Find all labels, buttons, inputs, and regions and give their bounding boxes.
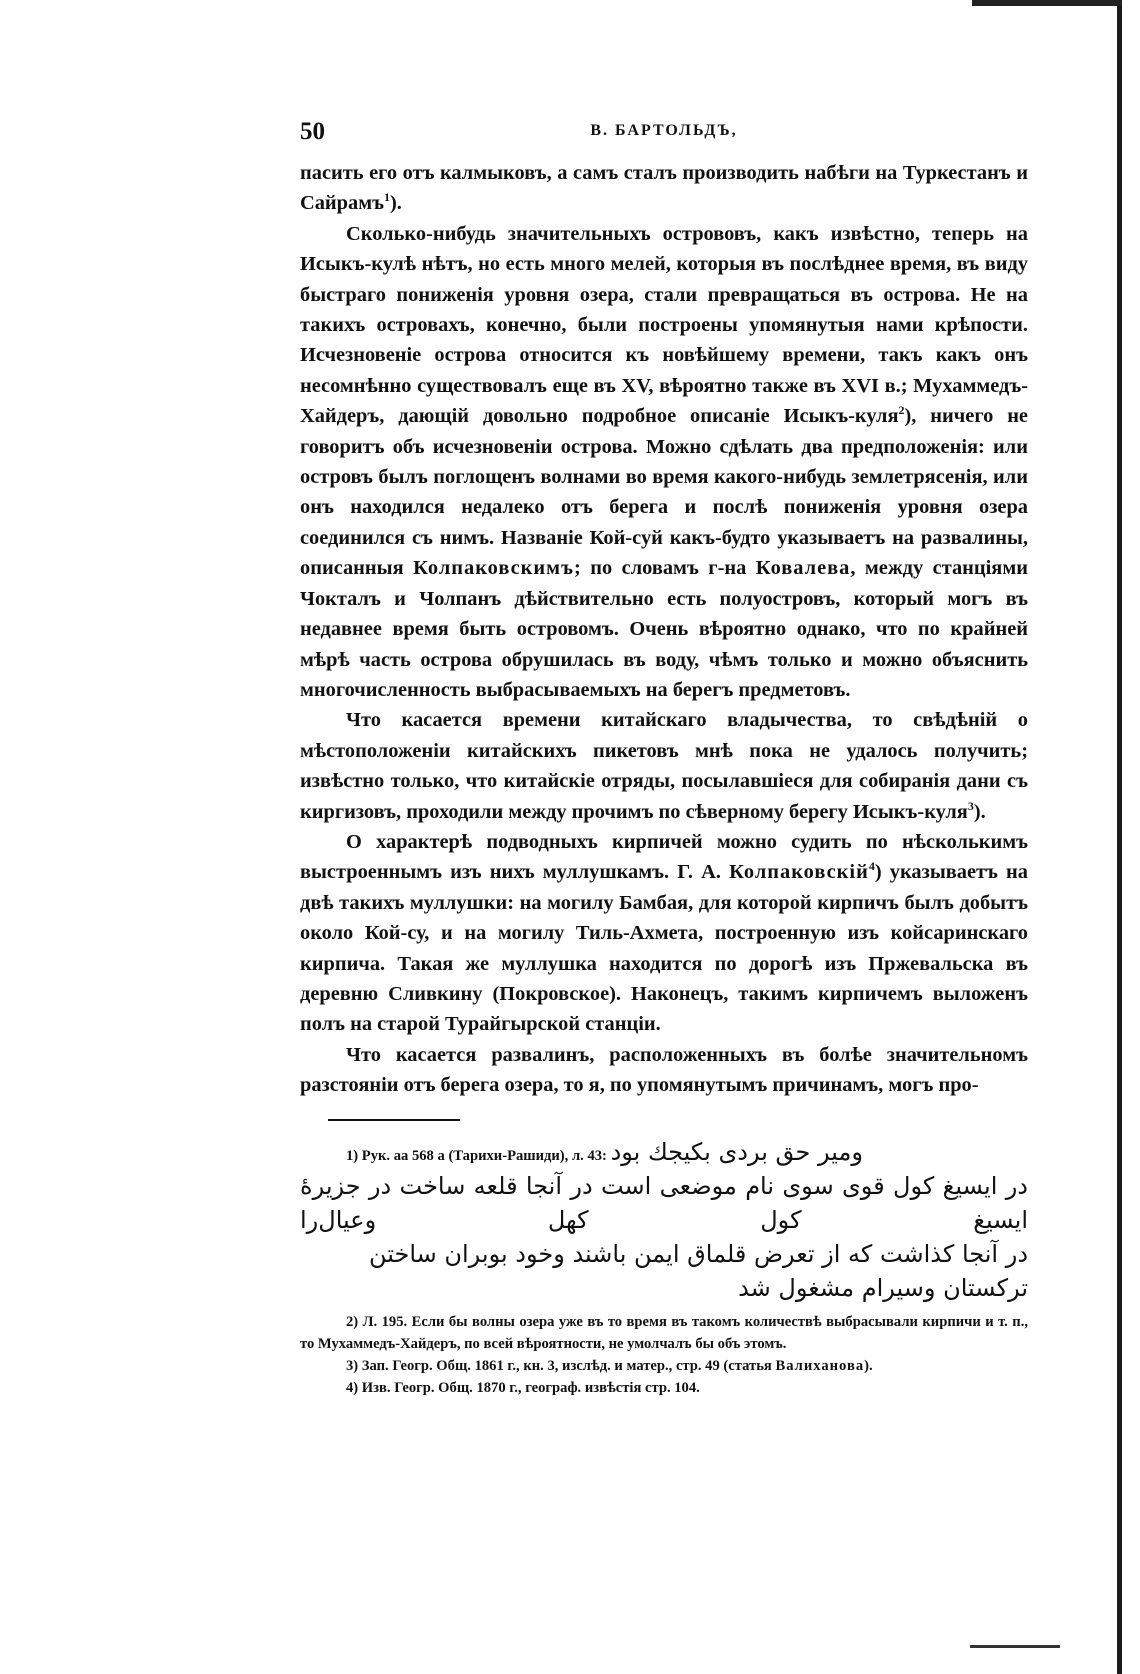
paragraph-2 (300, 219, 1028, 706)
paragraph-3 (300, 705, 1028, 827)
paragraph-5 (300, 1040, 1028, 1101)
paragraph-3-end: ). (973, 800, 986, 823)
footnote-1 (300, 1135, 1028, 1169)
footnote-3-text: 3) Зап. Геогр. Общ. 1861 г., кн. 3, изслѣд. и матер., стр. 49 (статья (346, 1357, 772, 1374)
paragraph-1-text: пасить его отъ калмыковъ, а самъ сталъ производить набѣги на Туркестанъ и Сайрамъ (300, 162, 1028, 215)
paragraph-1 (300, 158, 1028, 219)
footnote-3 (300, 1355, 1028, 1377)
footnote-4 (300, 1377, 1028, 1399)
footnote-4-text: 4) Изв. Геогр. Общ. 1870 г., географ. извѣстія стр. 104. (346, 1379, 700, 1396)
paragraph-5-text: Что касается развалинъ, расположенныхъ въ болѣе значительномъ разстояніи отъ берега озера, то я, по упомянутымъ причинамъ, могъ про- (300, 1043, 1028, 1097)
paragraph-2-text-b: ), ничего не говоритъ объ исчезновеніи острова. Можно сдѣлать два предположенія: или островъ былъ поглощенъ волнами во время какого-нибудь землетрясенія, или онъ находился недалеко отъ берега и послѣ пониженія уровня озера соединился съ нимъ. Названіе Кой-суй какъ-будто указываетъ на развалины, описанныя (300, 405, 1028, 580)
footnote-2-text: 2) Л. 195. Если бы волны озера уже въ то время въ такомъ количествѣ выбрасывали кирпичи и т. п., то Мухаммедъ-Хайдеръ, по всей вѣроятности, не умолчалъ бы объ этомъ. (300, 1313, 1028, 1352)
paragraph-1-end: ). (389, 192, 402, 215)
footnote-1-arabic-line-2: در آنجا کذاشت که از تعرض قلماق ایمن باشند وخود بوبران ساختن ترکستان وسیرام مشغول شد (368, 1239, 1028, 1302)
paragraph-4-text-b: ) указываетъ на двѣ такихъ муллушки: на могилу Бамбая, для которой кирпичъ былъ добытъ около Кой-су, и на могилу Тиль-Ахмета, построенную изъ койсаринскаго кирпича. Такая же муллушка находится по дорогѣ изъ Пржевальска въ деревню Сливкину (Покровское). Наконецъ, такимъ кирпичемъ выложенъ полъ на старой Турайгырской станціи. (300, 861, 1028, 1036)
footnote-3-end: ). (864, 1357, 873, 1374)
page-edge-top (972, 0, 1122, 6)
paragraph-3-text: Что касается времени китайскаго владычества, то свѣдѣній о мѣстоположеніи китайскихъ пикетовъ мнѣ пока не удалось получить; извѣстно только, что китайскіе отряды, посылавшіеся для собиранія дани съ киргизовъ, проходили между прочимъ по сѣверному берегу Исыкъ-куля (300, 709, 1028, 823)
page-header (300, 118, 1028, 158)
footnote-1-arabic-line-1: در ایسیغ کول قوی سوی نام موضعی است در آنجا قلعه ساخت در جزیرهٔ ایسیغ کول کهل وعیال‌را (300, 1171, 1028, 1234)
footnote-ref-3: 3 (967, 798, 974, 813)
footnote-ref-4: 4 (868, 859, 875, 874)
page-edge-right (1117, 0, 1122, 1674)
name-kolpakovsky-2: Колпаковскій (729, 861, 869, 884)
page (300, 118, 1028, 1399)
paragraph-2-text-a: Сколько-нибудь значительныхъ острововъ, какъ извѣстно, теперь на Исыкъ-кулѣ нѣтъ, но есть много мелей, которыя въ послѣднее время, въ виду быстраго пониженія уровня озера, стали превращаться въ острова. Не на такихъ островахъ, конечно, были построены упомянутыя нами крѣпости. Исчезновеніе острова относится къ новѣйшему времени, такъ какъ онъ несомнѣнно существовалъ еще въ XV, вѣроятно также въ XVI в.; Мухаммедъ-Хайдеръ, дающій довольно подробное описаніе Исыкъ-куля (300, 222, 1028, 428)
footnote-divider (328, 1119, 460, 1121)
body-text (300, 158, 1028, 1101)
paragraph-2-text-d: , между станціями Чокталъ и Чолпанъ дѣйствительно есть полуостровъ, который могъ въ недавнее время быть островомъ. Очень вѣроятно однако, что по крайней мѣрѣ часть острова обрушилась въ воду, чѣмъ только и можно объяснить многочисленность выбрасываемыхъ на берегъ предметовъ. (300, 557, 1028, 701)
footnote-1-prefix: 1) Рук. аа 568 а (Тарихи-Рашиди), л. 43: (346, 1147, 607, 1164)
name-kovalev: Ковалева (755, 557, 851, 580)
running-head: В. БАРТОЛЬДЪ, (590, 122, 738, 139)
page-number: 50 (300, 118, 325, 145)
footnote-1-arabic-head: ومیر حق بردی بکیجك بود (610, 1137, 863, 1166)
footnote-ref-1: 1 (383, 190, 390, 205)
name-kolpakovsky: Колпаковскимъ (413, 557, 574, 580)
paragraph-4 (300, 827, 1028, 1040)
footnotes (300, 1135, 1028, 1399)
page-edge-bottom (970, 1645, 1060, 1648)
footnote-2 (300, 1311, 1028, 1355)
paragraph-2-text-c: ; по словамъ г-на (573, 557, 747, 580)
footnote-ref-2: 2 (898, 403, 905, 418)
name-valikhanov: Валиханова (775, 1357, 865, 1374)
paragraph-4-text-a: О характерѣ подводныхъ кирпичей можно судить по нѣсколькимъ выстроеннымъ изъ нихъ муллушкамъ. Г. А. (300, 830, 1028, 884)
